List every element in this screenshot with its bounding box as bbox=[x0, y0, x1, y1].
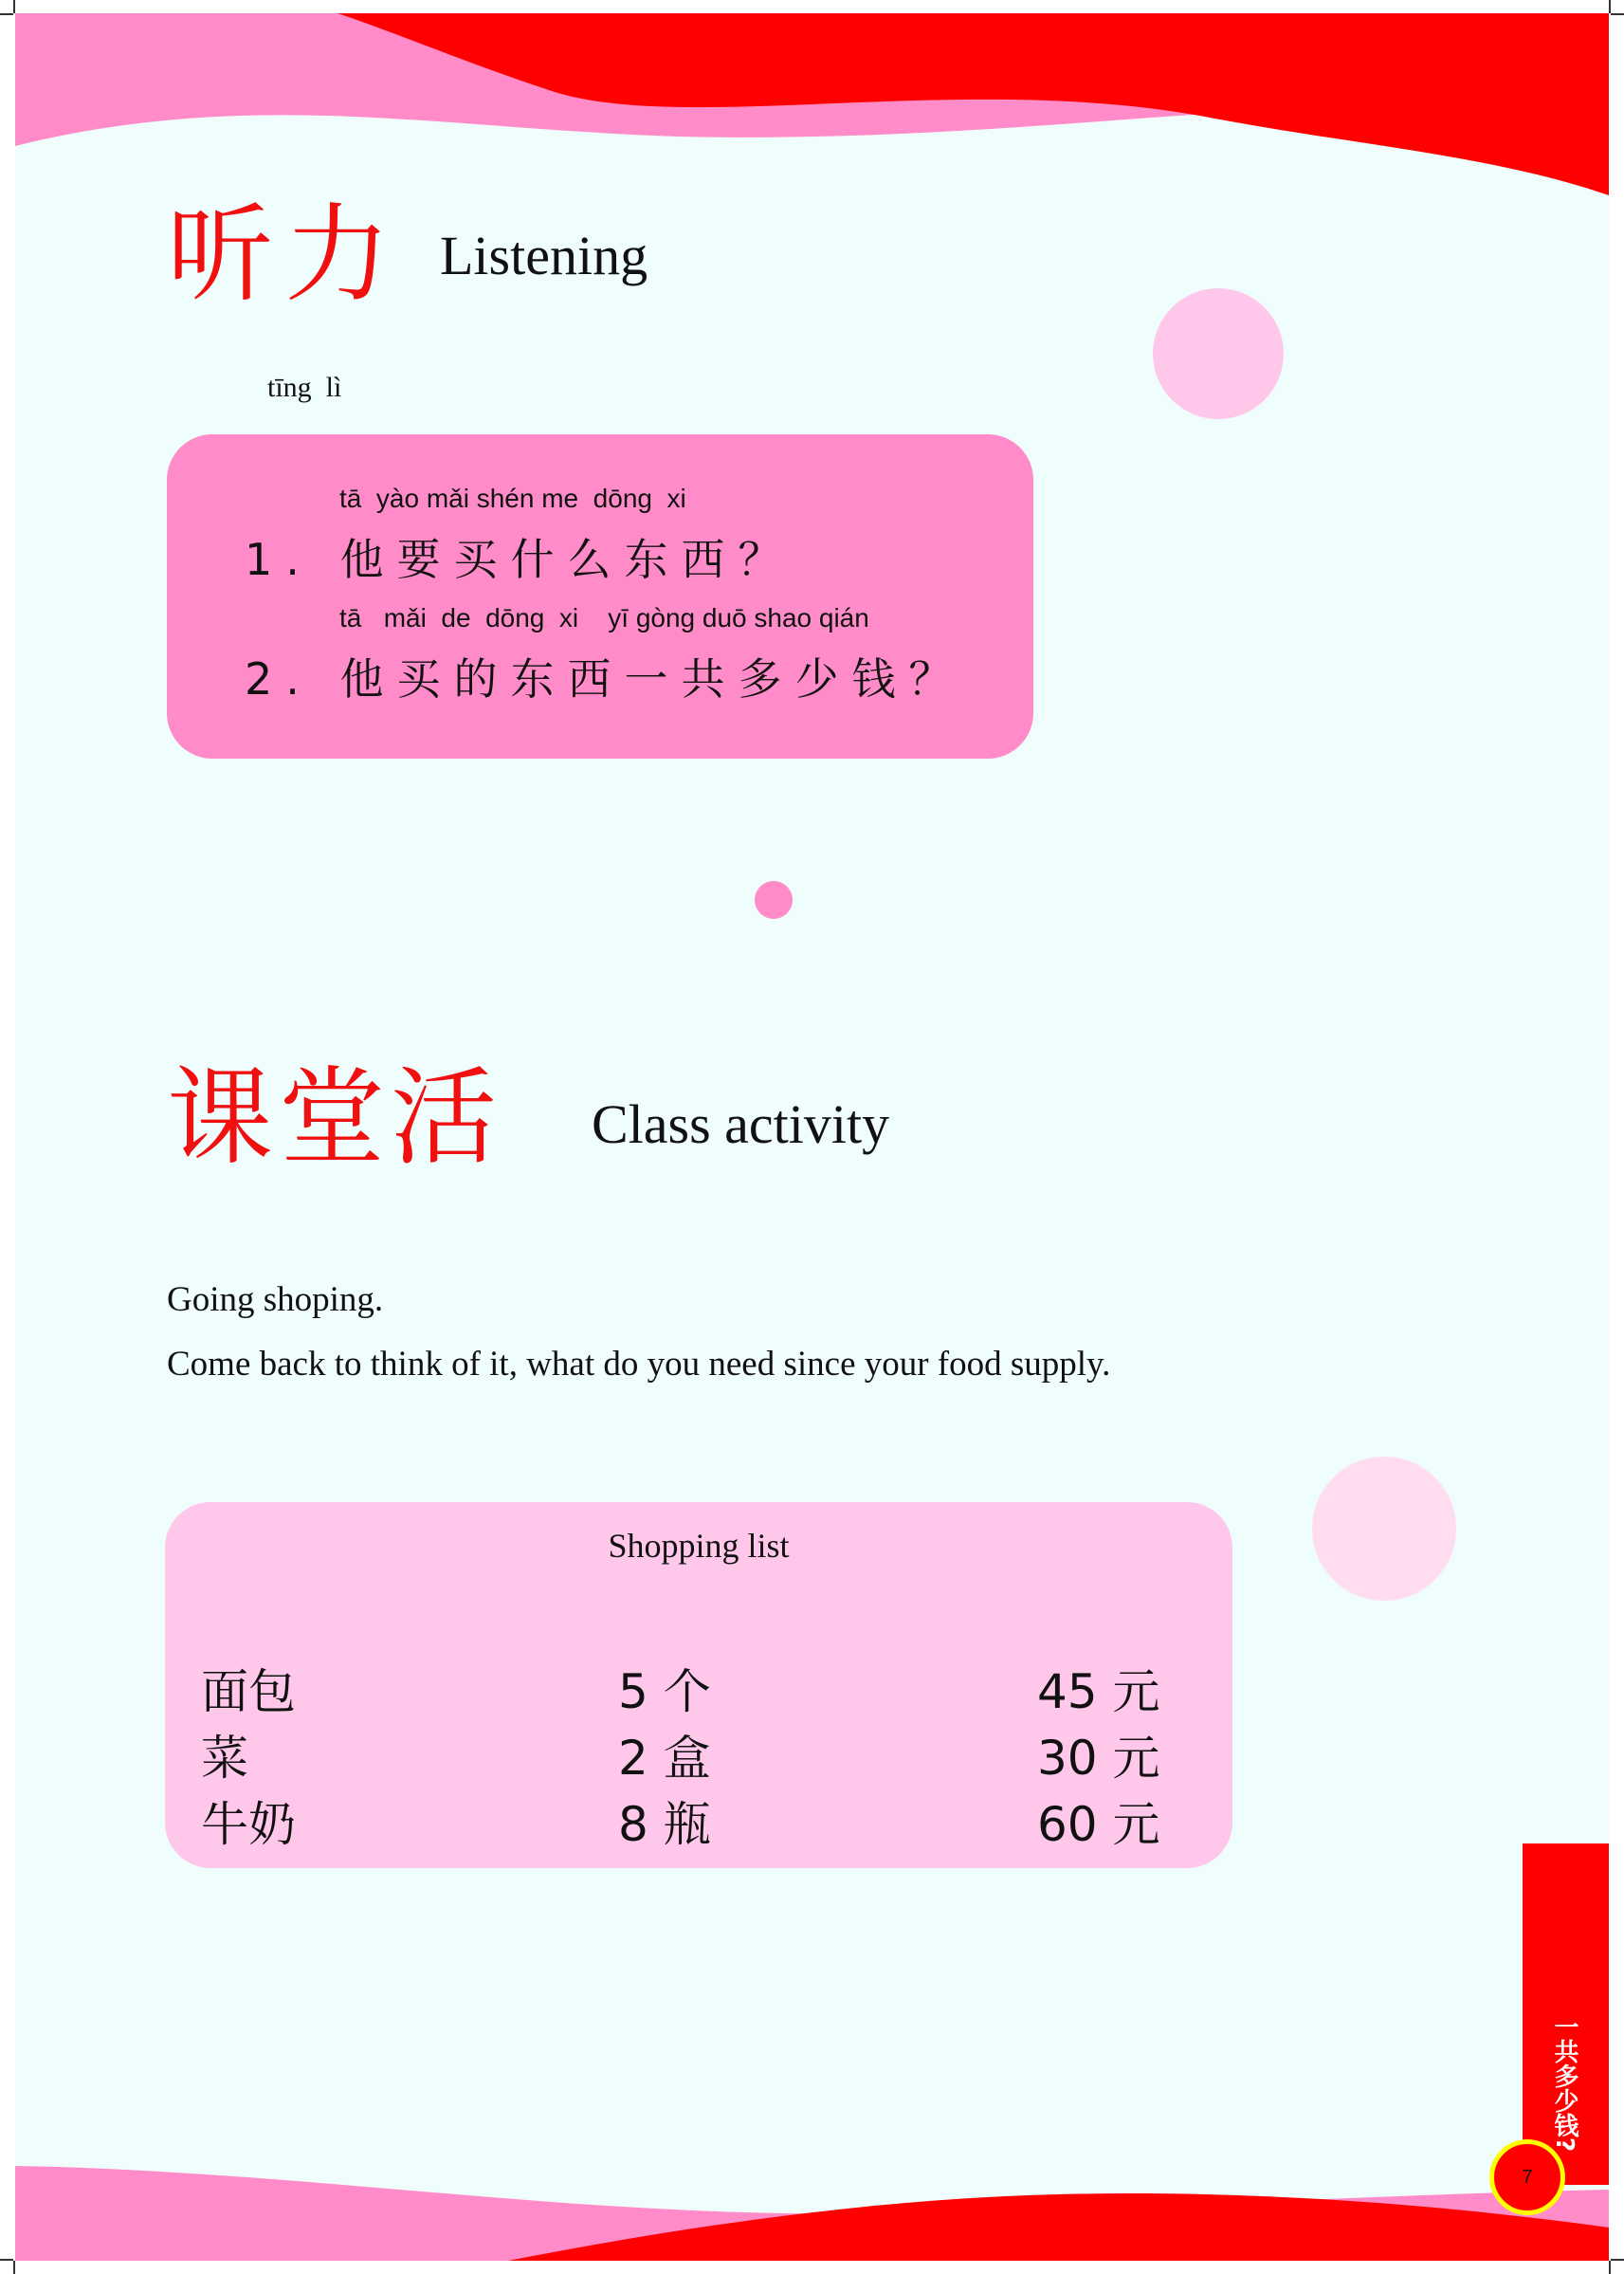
shopping-list-title: Shopping list bbox=[608, 1527, 790, 1565]
list-item-price: 45 元 bbox=[1037, 1664, 1160, 1719]
listening-pinyin: tīng lì bbox=[267, 372, 342, 403]
activity-title-cn: 课堂活 bbox=[167, 1056, 502, 1180]
activity-line-1: Going shoping. bbox=[167, 1280, 384, 1319]
list-item-name: 面包 bbox=[201, 1664, 296, 1719]
crop-mark bbox=[0, 2259, 13, 2261]
crop-mark bbox=[1611, 2259, 1624, 2261]
listening-title-cn: 听力 bbox=[167, 193, 402, 317]
list-item-qty: 2 盒 bbox=[618, 1731, 711, 1786]
activity-title-en: Class activity bbox=[592, 1093, 890, 1155]
question-1 bbox=[245, 525, 795, 588]
list-item-qty: 8 瓶 bbox=[618, 1797, 711, 1852]
question-2-text: 他买的东西一共多少钱？ bbox=[339, 653, 966, 705]
crop-mark bbox=[13, 2261, 15, 2274]
crop-mark bbox=[1609, 0, 1611, 13]
bottom-wave-decoration bbox=[15, 2137, 1609, 2261]
question-2-number: 2. bbox=[245, 653, 313, 705]
list-item-price: 30 元 bbox=[1037, 1731, 1160, 1786]
crop-mark bbox=[13, 0, 15, 13]
page bbox=[15, 13, 1609, 2261]
list-item-qty: 5 个 bbox=[618, 1664, 711, 1719]
page-number: 7 bbox=[1522, 2166, 1533, 2188]
list-item-name: 牛奶 bbox=[201, 1797, 296, 1852]
decorative-circle bbox=[1153, 288, 1284, 419]
list-item-price: 60 元 bbox=[1037, 1797, 1160, 1852]
decorative-circle bbox=[1312, 1457, 1456, 1601]
page-number-badge bbox=[1489, 2139, 1565, 2215]
question-1-pinyin: tā yào mǎi shén me dōng xi bbox=[339, 484, 686, 513]
question-1-text: 他要买什么东西？ bbox=[339, 534, 795, 585]
listening-title-en: Listening bbox=[440, 225, 648, 286]
crop-mark bbox=[1609, 2261, 1611, 2274]
side-tab-text: 一共多少钱? bbox=[1550, 2014, 1578, 2153]
decorative-circle bbox=[755, 881, 793, 919]
activity-line-2: Come back to think of it, what do you need since your food supply. bbox=[167, 1345, 1111, 1384]
crop-mark bbox=[1611, 13, 1624, 15]
question-2-pinyin: tā mǎi de dōng xi yī gòng duō shao qián bbox=[339, 603, 869, 633]
question-1-number: 1. bbox=[245, 534, 313, 585]
crop-mark bbox=[0, 13, 13, 15]
question-2 bbox=[245, 645, 966, 707]
list-item-name: 菜 bbox=[201, 1731, 248, 1786]
